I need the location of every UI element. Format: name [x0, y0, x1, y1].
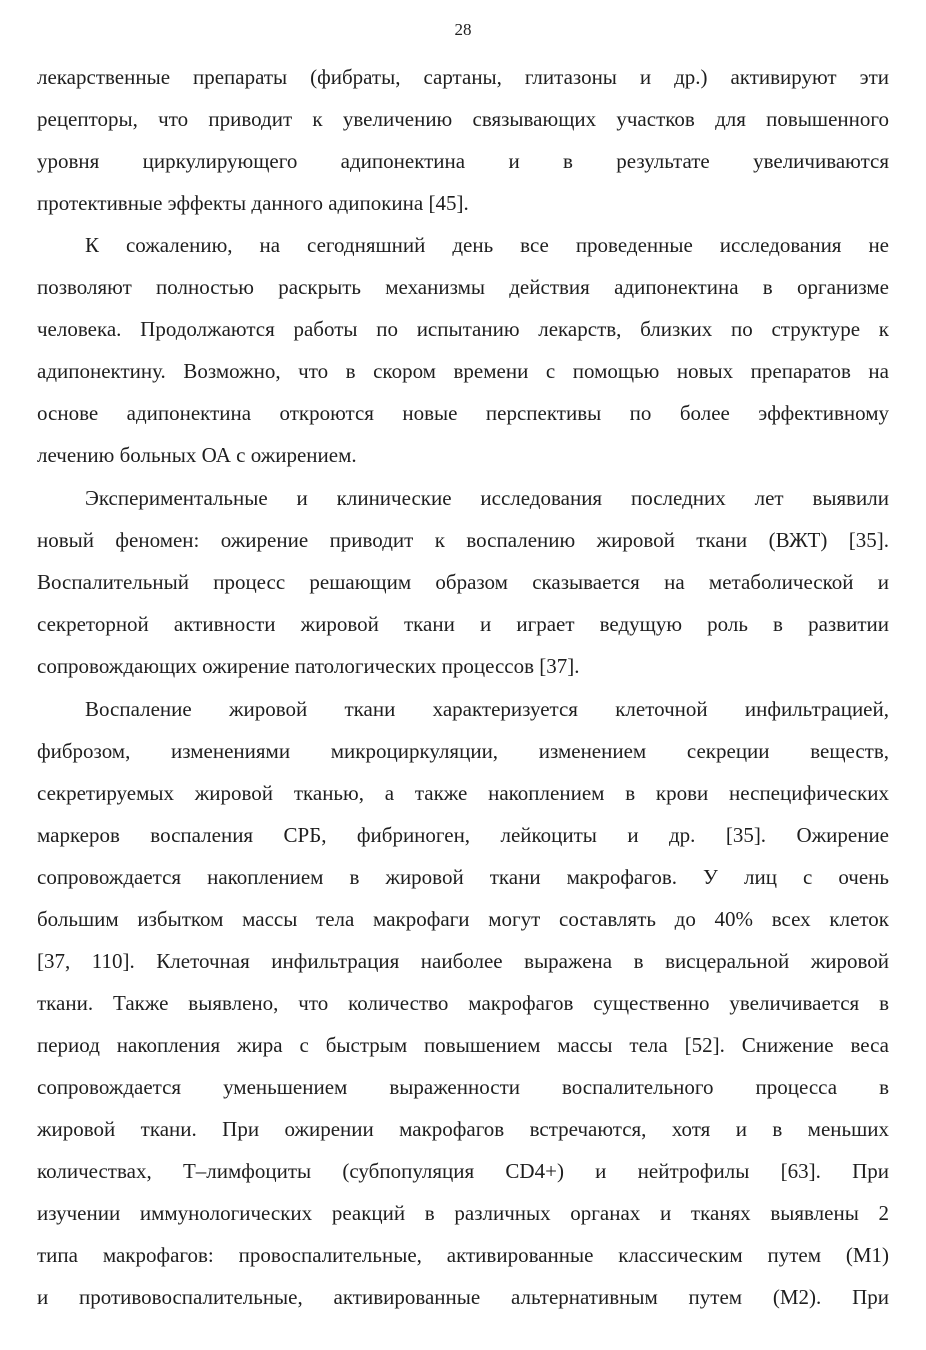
- text-line: фиброзом, изменениями микроциркуляции, изменением секреции веществ,: [37, 739, 889, 763]
- text-line: ткани. Также выявлено, что количество макрофагов существенно увеличивается в: [37, 991, 889, 1015]
- text-line: сопровождается накоплением в жировой ткани макрофагов. У лиц с очень: [37, 865, 889, 889]
- text-line: количествах, Т–лимфоциты (субпопуляция CD4+) и нейтрофилы [63]. При: [37, 1159, 889, 1183]
- text-line: основе адипонектина откроются новые перспективы по более эффективному: [37, 401, 889, 425]
- text-line: лекарственные препараты (фибраты, сартаны, глитазоны и др.) активируют эти: [37, 65, 889, 89]
- text-line: большим избытком массы тела макрофаги могут составлять до 40% всех клеток: [37, 907, 889, 931]
- text-line: жировой ткани. При ожирении макрофагов встречаются, хотя и в меньших: [37, 1117, 889, 1141]
- text-line: человека. Продолжаются работы по испытанию лекарств, близких по структуре к: [37, 317, 889, 341]
- page-number: 28: [454, 20, 472, 39]
- text-line: секретируемых жировой тканью, а также накоплением в крови неспецифических: [37, 781, 889, 805]
- text-line: типа макрофагов: провоспалительные, активированные классическим путем (М1): [37, 1243, 889, 1267]
- text-line: протективные эффекты данного адипокина [45].: [37, 191, 469, 215]
- text-line: позволяют полностью раскрыть механизмы действия адипонектина в организме: [37, 275, 889, 299]
- text-line: период накопления жира с быстрым повышением массы тела [52]. Снижение веса: [37, 1033, 889, 1057]
- text-line: К сожалению, на сегодняшний день все проведенные исследования не: [85, 233, 889, 257]
- text-line: [37, 110]. Клеточная инфильтрация наиболее выражена в висцеральной жировой: [37, 949, 889, 973]
- text-line: рецепторы, что приводит к увеличению связывающих участков для повышенного: [37, 107, 889, 131]
- text-line: сопровождающих ожирение патологических процессов [37].: [37, 654, 580, 678]
- text-line: уровня циркулирующего адипонектина и в результате увеличиваются: [37, 149, 889, 173]
- text-line: Экспериментальные и клинические исследования последних лет выявили: [85, 486, 889, 510]
- text-line: лечению больных ОА с ожирением.: [37, 443, 357, 467]
- text-line: и противовоспалительные, активированные альтернативным путем (М2). При: [37, 1285, 889, 1309]
- text-line: Воспалительный процесс решающим образом сказывается на метаболической и: [37, 570, 889, 594]
- text-line: изучении иммунологических реакций в различных органах и тканях выявлены 2: [37, 1201, 889, 1225]
- text-line: маркеров воспаления СРБ, фибриноген, лейкоциты и др. [35]. Ожирение: [37, 823, 889, 847]
- text-line: новый феномен: ожирение приводит к воспалению жировой ткани (ВЖТ) [35].: [37, 528, 889, 552]
- text-line: адипонектину. Возможно, что в скором времени с помощью новых препаратов на: [37, 359, 889, 383]
- text-line: Воспаление жировой ткани характеризуется клеточной инфильтрацией,: [85, 697, 889, 721]
- text-line: секреторной активности жировой ткани и играет ведущую роль в развитии: [37, 612, 889, 636]
- text-line: сопровождается уменьшением выраженности воспалительного процесса в: [37, 1075, 889, 1099]
